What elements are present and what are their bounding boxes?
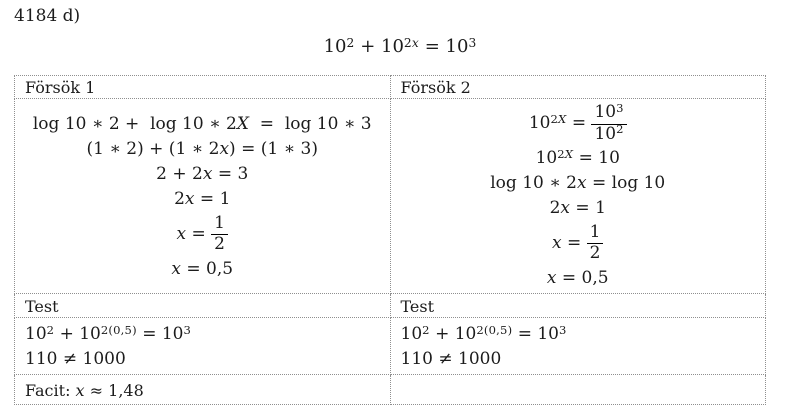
- math-line: 2x = 1: [549, 197, 606, 218]
- math-line: log 10 ∗ 2x = log 10: [490, 173, 666, 194]
- attempt2-solution-cell: [390, 99, 766, 294]
- math-line: $10^2 + 10^{2(0,5)} = 10^3$: [25, 322, 192, 344]
- math-line: x = $\frac{1}{2}$: [401, 222, 756, 265]
- facit-empty-cell: [390, 374, 766, 405]
- attempt2-header: Försök 2: [390, 76, 766, 99]
- math-line: 2x = 1: [174, 188, 231, 209]
- attempt1-header: Försök 1: [15, 76, 391, 99]
- math-line: x = $\frac{1}{2}$: [25, 213, 380, 256]
- facit-row: [15, 374, 766, 405]
- math-line: $10^{2X} = 10$: [535, 146, 620, 169]
- fraction: $\frac{1}{2}$: [587, 223, 604, 264]
- math-line: 110 ≠ 1000: [25, 348, 126, 369]
- math-line: 110 ≠ 1000: [400, 348, 502, 369]
- attempt1-solution-cell: [15, 99, 391, 294]
- attempt2-test-header: Test: [390, 293, 766, 317]
- test-header-row: [15, 293, 766, 317]
- attempt2-solution: [401, 102, 756, 290]
- math-line: $10^{2X}$ = $\frac{10^3}{10^2}$: [401, 102, 756, 145]
- math-line: $10^2 + 10^{2(0,5)} = 10^3$: [400, 322, 567, 344]
- attempt2-test-cell: [390, 317, 766, 374]
- solution-table: [14, 75, 766, 405]
- math-line: log 10 ∗ 2 + log 10 ∗ 2X = log 10 ∗ 3: [32, 114, 372, 134]
- attempt1-test: [25, 323, 380, 371]
- exercise-number: 4184 d): [14, 6, 81, 26]
- test-row: [15, 317, 766, 374]
- facit-cell: [15, 374, 391, 405]
- facit-answer: Facit: x ≈ 1,48: [25, 380, 144, 400]
- math-line: x = 0,5: [171, 258, 234, 279]
- attempt-header-row: [15, 76, 766, 99]
- attempt1-solution: [25, 113, 380, 281]
- fraction: $\frac{1}{2}$: [211, 214, 228, 255]
- solution-row: [15, 99, 766, 294]
- math-line: (1 ∗ 2) + (1 ∗ 2x) = (1 ∗ 3): [86, 138, 318, 159]
- fraction: $\frac{10^3}{10^2}$: [591, 103, 626, 144]
- attempt1-test-cell: [15, 317, 391, 374]
- math-line: 2 + 2x = 3: [156, 163, 249, 184]
- main-equation: $10^2 + 10^{2x} = 10^3$: [323, 35, 477, 57]
- attempt1-test-header: Test: [15, 293, 391, 317]
- attempt2-test: [401, 323, 756, 371]
- math-line: x = 0,5: [546, 268, 609, 288]
